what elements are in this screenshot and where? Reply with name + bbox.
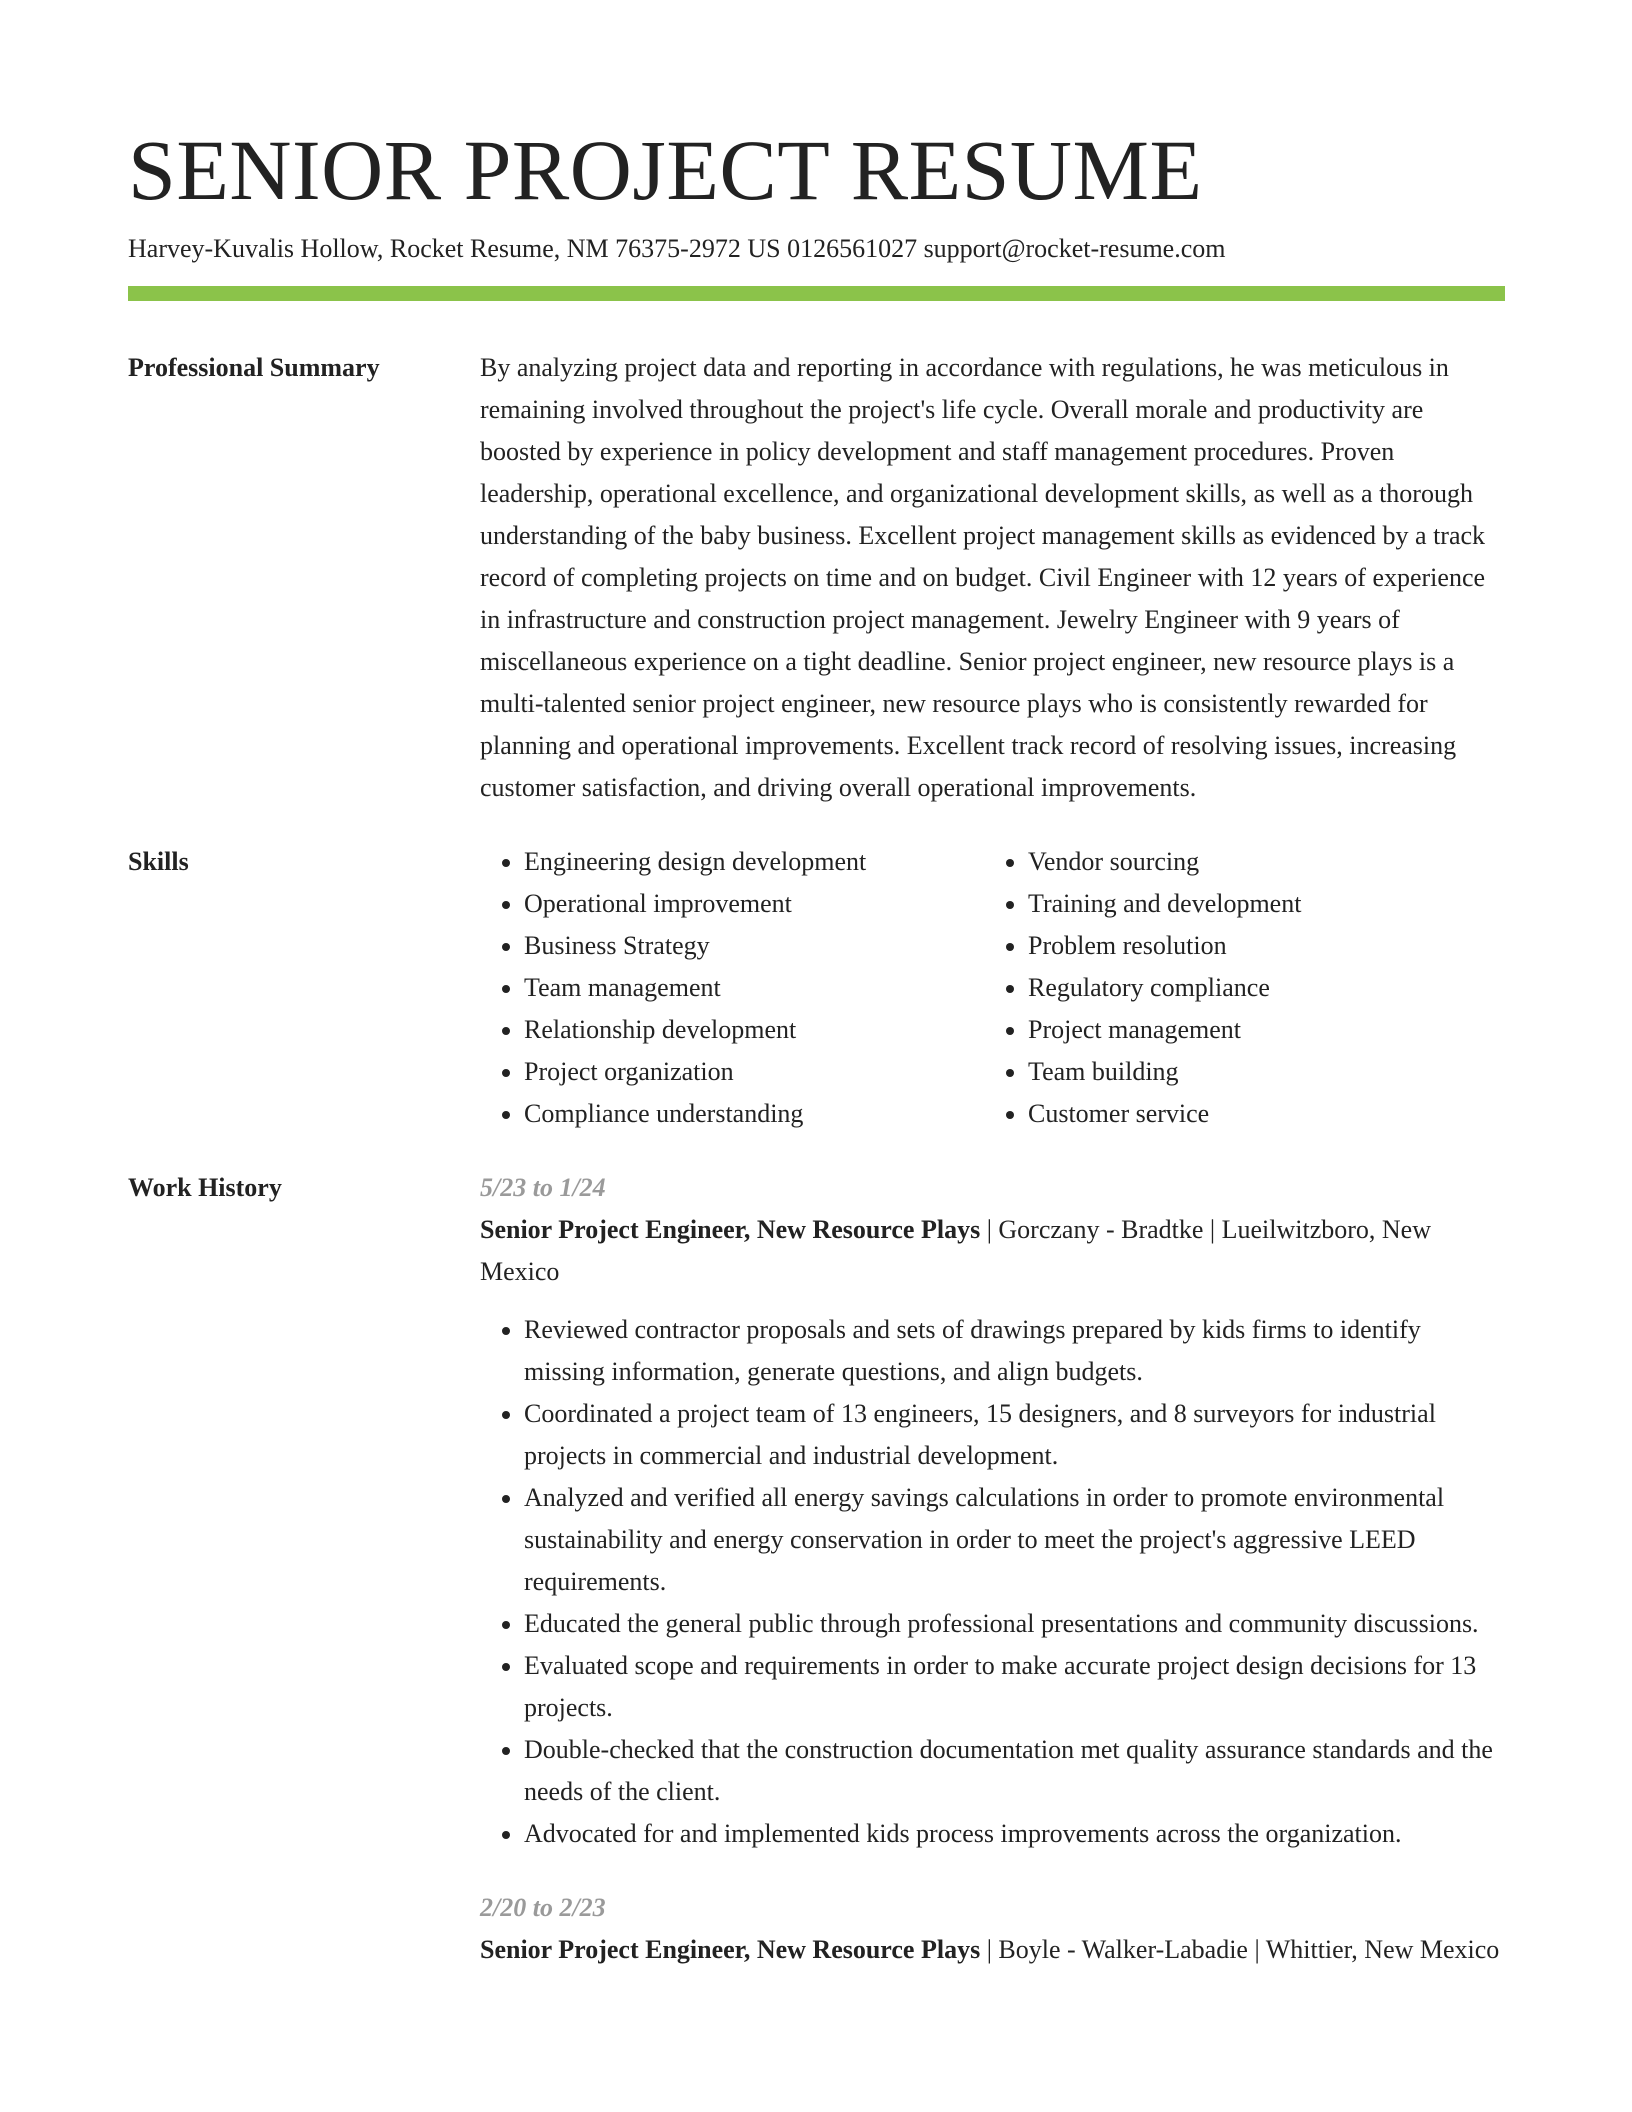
professional-summary-section: [128, 347, 1505, 809]
job-bullet: • Coordinated a project team of 13 engineers, 15 designers, and 8 surveyors for industrial projects in commercial and industrial development.: [524, 1393, 1505, 1477]
summary-text: By analyzing project data and reporting in accordance with regulations, he was meticulous in remaining involved throughout the project's life cycle. Overall morale and productivity are boosted by experience in policy development and staff management procedures. Proven leadership, operational excellence, and organizational development skills, as well as a thorough understanding of the baby business. Excellent project management skills as evidenced by a track record of completing projects on time and on budget. Civil Engineer with 12 years of experience in infrastructure and construction project management. Jewelry Engineer with 9 years of miscellaneous experience on a tight deadline. Senior project engineer, new resource plays is a multi-talented senior project engineer, new resource plays who is consistently rewarded for planning and operational improvements. Excellent track record of resolving issues, increasing customer satisfaction, and driving overall operational improvements.: [480, 353, 1486, 802]
job-header: [480, 1209, 1505, 1293]
job-details: | Boyle - Walker-Labadie | Whittier, New Mexico: [980, 1935, 1500, 1964]
skill-item: • Team management: [524, 967, 984, 1009]
job-bullet: • Analyzed and verified all energy savings calculations in order to promote environmental sustainability and energy conservation in order to meet the project's aggressive LEED requirements.: [524, 1477, 1505, 1603]
job-bullet: • Educated the general public through professional presentations and community discussions.: [524, 1603, 1505, 1645]
header-rule: [128, 286, 1505, 301]
job-bullet: • Double-checked that the construction documentation met quality assurance standards and the needs of the client.: [524, 1729, 1505, 1813]
skills-list-left: [480, 841, 984, 1135]
job-dates: 5/23 to 1/24: [480, 1173, 606, 1202]
skill-item: • Problem resolution: [1028, 925, 1488, 967]
skill-item: • Vendor sourcing: [1028, 841, 1488, 883]
job-entry: [480, 1887, 1505, 1971]
skills-list-right: [984, 841, 1488, 1135]
resume-title: SENIOR PROJECT RESUME: [128, 122, 1203, 218]
job-bullet: • Advocated for and implemented kids process improvements across the organization.: [524, 1813, 1505, 1855]
skill-item: • Regulatory compliance: [1028, 967, 1488, 1009]
skill-item: • Compliance understanding: [524, 1093, 984, 1135]
skills-section: [128, 841, 1505, 1135]
skill-item: • Engineering design development: [524, 841, 984, 883]
job-details: | Gorczany - Bradtke | Lueilwitzboro, New Mexico: [480, 1215, 1431, 1286]
skill-item: • Business Strategy: [524, 925, 984, 967]
job-bullet: • Evaluated scope and requirements in order to make accurate project design decisions for 13 projects.: [524, 1645, 1505, 1729]
job-dates: 2/20 to 2/23: [480, 1893, 606, 1922]
skill-item: • Project management: [1028, 1009, 1488, 1051]
job-entry: [480, 1167, 1505, 1855]
section-label-skills: Skills: [128, 847, 189, 876]
skill-item: • Training and development: [1028, 883, 1488, 925]
resume-page: [128, 120, 1505, 1971]
work-history-section: [128, 1167, 1505, 1971]
skill-item: • Customer service: [1028, 1093, 1488, 1135]
section-label-summary: Professional Summary: [128, 353, 380, 382]
skill-item: • Operational improvement: [524, 883, 984, 925]
skill-item: • Project organization: [524, 1051, 984, 1093]
section-label-work-history: Work History: [128, 1173, 282, 1202]
contact-line: Harvey-Kuvalis Hollow, Rocket Resume, NM 76375-2972 US 0126561027 support@rocket-resume.com: [128, 234, 1226, 263]
job-bullets: [480, 1309, 1505, 1855]
job-header: [480, 1929, 1505, 1971]
job-bullet: • Reviewed contractor proposals and sets of drawings prepared by kids firms to identify missing information, generate questions, and align budgets.: [524, 1309, 1505, 1393]
skill-item: • Relationship development: [524, 1009, 984, 1051]
job-title: Senior Project Engineer, New Resource Plays: [480, 1935, 981, 1964]
skill-item: • Team building: [1028, 1051, 1488, 1093]
job-title: Senior Project Engineer, New Resource Plays: [480, 1215, 981, 1244]
